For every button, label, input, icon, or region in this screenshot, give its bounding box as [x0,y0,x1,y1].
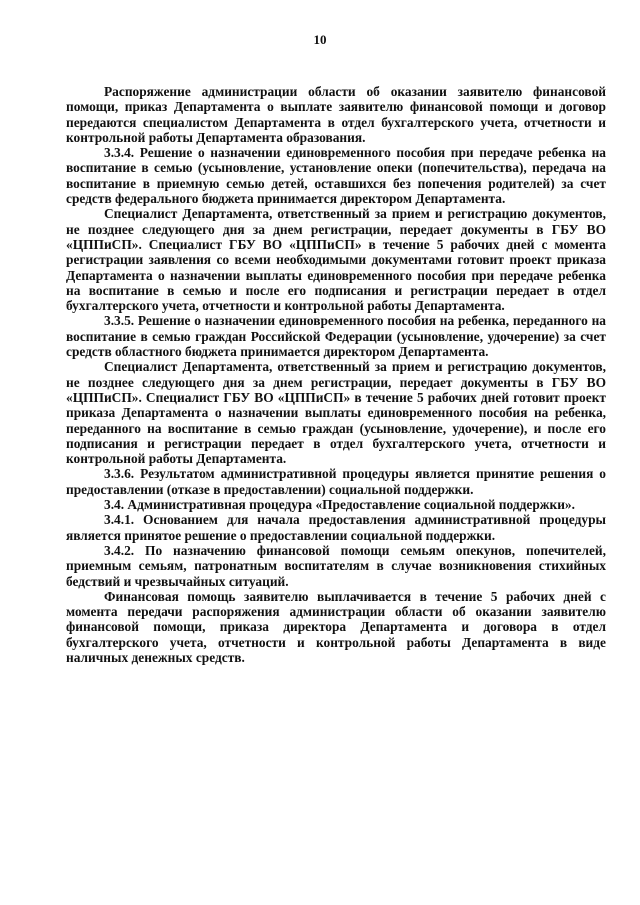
paragraph: Распоряжение администрации области об оказании заявителю финансовой помощи, приказ Департамента о выплате заявителю финансовой помощи и договор передаются специалистом Департамента в отдел бухгалтерского учета, отчетности и контрольной работы Департамента образования. [66,84,606,145]
document-body [66,84,606,665]
paragraph: 3.4.2. По назначению финансовой помощи семьям опекунов, попечителей, приемным семьям, патронатным воспитателям в случае возникновения стихийных бедствий и чрезвычайных ситуаций. [66,542,606,589]
paragraph: Специалист Департамента, ответственный за прием и регистрацию документов, не позднее следующего дня за днем регистрации, передает документы в ГБУ ВО «ЦППиСП». Специалист ГБУ ВО «ЦППиСП» в течение 5 рабочих дней с момента регистрации заявления со всеми необходимыми документами готовит проект приказа Департамента о назначении выплаты единовременного пособия при передаче ребенка на воспитание в семью и после его подписания и регистрации передает в отдел бухгалтерского учета, отчетности и контрольной работы Департамента. [66,206,606,314]
paragraph: 3.4. Административная процедура «Предоставление социальной поддержки». [104,497,575,513]
paragraph: 3.3.4. Решение о назначении единовременного пособия при передаче ребенка на воспитание в семью (усыновление, установление опеки (попечительства), передача на воспитание в приемную семью детей, оставшихся без попечения родителей) за счет средств федерального бюджета принимается директором Департамента. [66,145,606,207]
page-number: 10 [313,32,327,47]
paragraph: 3.3.6. Результатом административной процедуры является принятие решения о предоставлении (отказе в предоставлении) социальной поддержки. [66,466,606,497]
paragraph: Специалист Департамента, ответственный за прием и регистрацию документов, не позднее следующего дня за днем регистрации, передает документы в ГБУ ВО «ЦППиСП». Специалист ГБУ ВО «ЦППиСП» в течение 5 рабочих дней готовит проект приказа Департамента о назначении выплаты единовременного пособия на ребенка, переданного на воспитание в семью граждан (усыновление, удочерение), и после его подписания и регистрации передает в отдел бухгалтерского учета, отчетности и контрольной работы Департамента. [66,359,606,467]
paragraph: Финансовая помощь заявителю выплачивается в течение 5 рабочих дней с момента передачи распоряжения администрации области об оказании заявителю финансовой помощи, приказа директора Департамента и договора в отдел бухгалтерского учета, отчетности и контрольной работы Департамента в виде наличных денежных средств. [66,588,606,665]
paragraph: 3.4.1. Основанием для начала предоставления административной процедуры является принятое решение о предоставлении социальной поддержки. [66,512,606,543]
paragraph: 3.3.5. Решение о назначении единовременного пособия на ребенка, переданного на воспитание в семью граждан Российской Федерации (усыновление, удочерение) за счет средств областного бюджета принимается директором Департамента. [66,313,606,360]
